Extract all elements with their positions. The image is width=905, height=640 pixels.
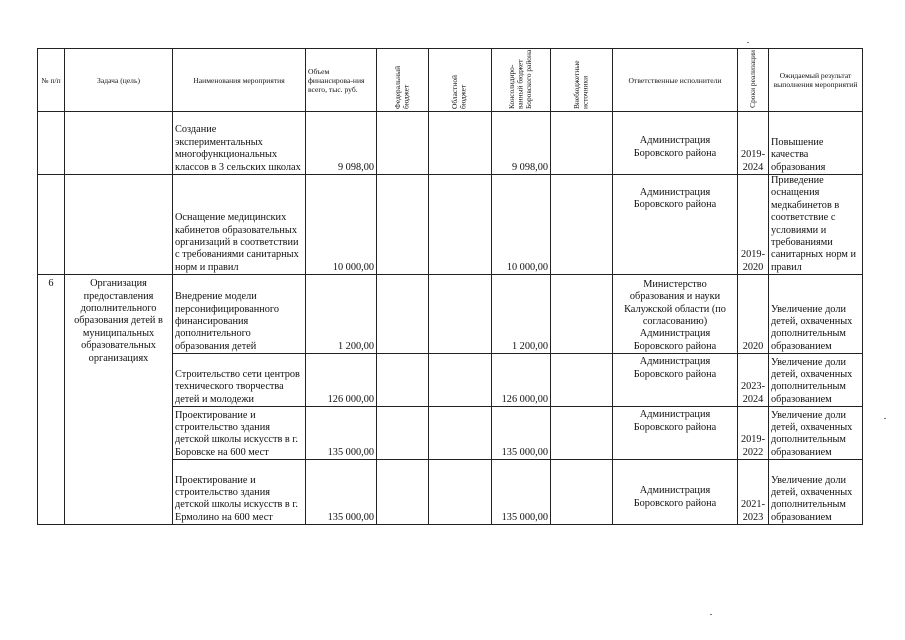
table-row	[38, 275, 863, 354]
term-cell: 2019-2020	[738, 175, 769, 275]
volume-cell: 10 000,00	[306, 175, 377, 275]
volume-cell: 1 200,00	[306, 275, 377, 354]
header-consolidated: Консолидиро-ванный бюджет Боровского района	[507, 49, 534, 109]
header-responsible: Ответственные исполнители	[613, 49, 738, 112]
offbudget-cell	[551, 354, 613, 407]
volume-cell: 135 000,00	[306, 460, 377, 525]
result-cell: Увеличение доли детей, охваченных дополнительным образованием	[769, 407, 863, 460]
consolidated-cell: 135 000,00	[492, 407, 551, 460]
event-cell: Проектирование и строительство здания детской школы искусств в г. Ермолино на 600 мест	[173, 460, 306, 525]
consolidated-cell: 135 000,00	[492, 460, 551, 525]
federal-cell	[377, 460, 429, 525]
header-term: Сроки реализации	[747, 50, 757, 108]
responsible-cell: Администрация Боровского района	[613, 175, 738, 275]
header-federal: Федеральный бюджет	[392, 65, 411, 109]
event-cell: Проектирование и строительство здания детской школы искусств в г. Боровске на 600 мест	[173, 407, 306, 460]
header-task: Задача (цель)	[65, 49, 173, 112]
term-cell: 2021-2023	[738, 460, 769, 525]
responsible-cell: Администрация Боровского района	[613, 112, 738, 175]
result-cell: Увеличение доли детей, охваченных дополнительным образованием	[769, 460, 863, 525]
regional-cell	[429, 275, 492, 354]
group-task: Организация предоставления дополнительного образования детей в муниципальных образовательных организациях	[65, 275, 173, 525]
federal-cell	[377, 112, 429, 175]
consolidated-cell: 126 000,00	[492, 354, 551, 407]
header-num: № п/п	[38, 49, 65, 112]
row-task-empty	[65, 112, 173, 175]
row-num-empty	[38, 112, 65, 175]
consolidated-cell: 10 000,00	[492, 175, 551, 275]
event-cell: Оснащение медицинских кабинетов образовательных организаций в соответствии с требованиями санитарных норм и правил	[173, 175, 306, 275]
responsible-cell: Администрация Боровского района	[613, 407, 738, 460]
responsible-cell: Министерство образования и науки Калужской области (по согласованию) Администрация Боровского района	[613, 275, 738, 354]
result-cell: Увеличение доли детей, охваченных дополнительным образованием	[769, 354, 863, 407]
event-cell: Строительство сети центров технического творчества детей и молодежи	[173, 354, 306, 407]
federal-cell	[377, 175, 429, 275]
volume-cell: 9 098,00	[306, 112, 377, 175]
group-num: 6	[38, 275, 65, 525]
federal-cell	[377, 354, 429, 407]
offbudget-cell	[551, 112, 613, 175]
header-row	[38, 49, 863, 112]
program-table	[37, 48, 863, 525]
regional-cell	[429, 407, 492, 460]
offbudget-cell	[551, 407, 613, 460]
term-cell: 2019-2022	[738, 407, 769, 460]
header-event: Наименования мероприятия	[173, 49, 306, 112]
consolidated-cell: 9 098,00	[492, 112, 551, 175]
result-cell: Повышение качества образования	[769, 112, 863, 175]
event-cell: Внедрение модели персонифицированного финансирования дополнительного образования детей	[173, 275, 306, 354]
offbudget-cell	[551, 175, 613, 275]
regional-cell	[429, 460, 492, 525]
header-volume: Объем финансирова-ния всего, тыс. руб.	[306, 49, 377, 112]
result-cell: Увеличение доли детей, охваченных дополнительным образованием	[769, 275, 863, 354]
header-offbudget: Внебюджетные источники	[571, 60, 590, 109]
federal-cell	[377, 275, 429, 354]
regional-cell	[429, 175, 492, 275]
event-cell: Создание экспериментальных многофункциональных классов в 3 сельских школах	[173, 112, 306, 175]
volume-cell: 126 000,00	[306, 354, 377, 407]
responsible-cell: Администрация Боровского района	[613, 460, 738, 525]
table-row	[38, 175, 863, 275]
term-cell: 2020	[738, 275, 769, 354]
scan-speck	[747, 42, 749, 43]
row-task-empty	[65, 175, 173, 275]
table-row	[38, 112, 863, 175]
federal-cell	[377, 407, 429, 460]
result-cell: Приведение оснащения медкабинетов в соответствие с условиями и требованиями санитарных норм и правил	[769, 175, 863, 275]
offbudget-cell	[551, 460, 613, 525]
header-regional: Областной бюджет	[450, 75, 468, 109]
consolidated-cell: 1 200,00	[492, 275, 551, 354]
offbudget-cell	[551, 275, 613, 354]
regional-cell	[429, 112, 492, 175]
scan-speck	[710, 614, 712, 615]
volume-cell: 135 000,00	[306, 407, 377, 460]
scan-speck	[884, 418, 886, 419]
responsible-cell: Администрация Боровского района	[613, 354, 738, 407]
term-cell: 2023-2024	[738, 354, 769, 407]
term-cell: 2019-2024	[738, 112, 769, 175]
row-num-empty	[38, 175, 65, 275]
header-result: Ожидаемый результат выполнения мероприятий	[769, 49, 863, 112]
regional-cell	[429, 354, 492, 407]
